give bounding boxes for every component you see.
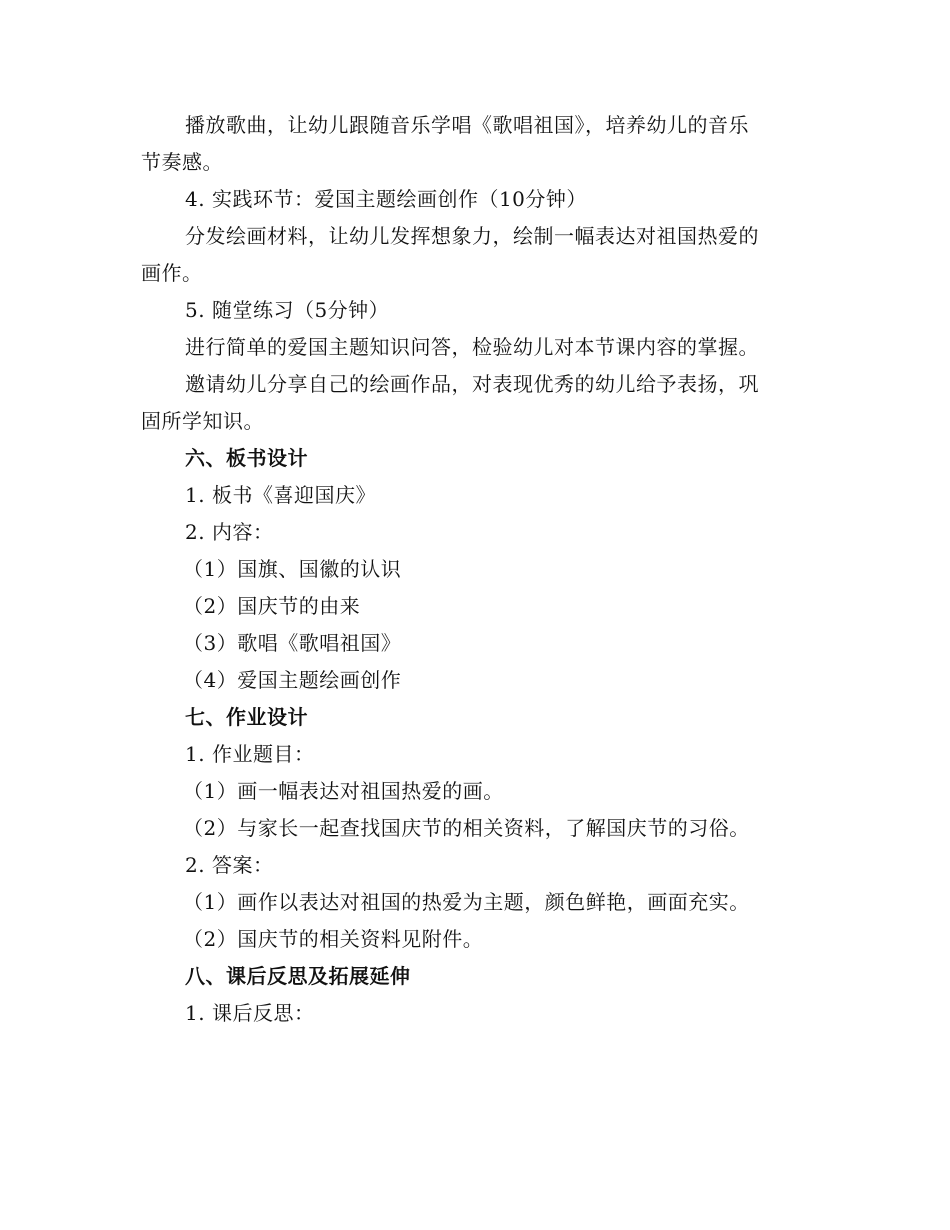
paragraph-line: 画作。	[141, 261, 203, 285]
paragraph-line: 分发绘画材料，让幼儿发挥想象力，绘制一幅表达对祖国热爱的	[185, 224, 759, 248]
numbered-item: 5. 随堂练习（5分钟）	[185, 298, 390, 322]
paragraph-line: 节奏感。	[141, 150, 223, 174]
numbered-item: 1. 课后反思：	[185, 1001, 315, 1025]
numbered-item: 4. 实践环节：爱国主题绘画创作（10分钟）	[185, 187, 587, 211]
numbered-item: 1. 板书《喜迎国庆》	[185, 483, 376, 507]
sub-item: （3）歌唱《歌唱祖国》	[183, 631, 402, 655]
sub-item: （2）国庆节的由来	[183, 594, 361, 618]
sub-item: （1）画作以表达对祖国的热爱为主题，颜色鲜艳，画面充实。	[183, 890, 750, 914]
paragraph-line: 进行简单的爱国主题知识问答，检验幼儿对本节课内容的掌握。	[185, 335, 759, 359]
paragraph-line: 播放歌曲，让幼儿跟随音乐学唱《歌唱祖国》，培养幼儿的音乐	[185, 113, 749, 137]
sub-item: （2）与家长一起查找国庆节的相关资料，了解国庆节的习俗。	[183, 816, 750, 840]
paragraph-line: 固所学知识。	[141, 409, 264, 433]
numbered-item: 2. 答案：	[185, 853, 274, 877]
section-heading: 六、板书设计	[185, 446, 308, 470]
sub-item: （1）国旗、国徽的认识	[183, 557, 402, 581]
document-page	[141, 107, 805, 1032]
numbered-item: 2. 内容：	[185, 520, 274, 544]
sub-item: （1）画一幅表达对祖国热爱的画。	[183, 779, 504, 803]
section-heading: 八、课后反思及拓展延伸	[185, 964, 411, 988]
section-heading: 七、作业设计	[185, 705, 308, 729]
sub-item: （2）国庆节的相关资料见附件。	[183, 927, 484, 951]
sub-item: （4）爱国主题绘画创作	[183, 668, 402, 692]
numbered-item: 1. 作业题目：	[185, 742, 315, 766]
paragraph-line: 邀请幼儿分享自己的绘画作品，对表现优秀的幼儿给予表扬，巩	[185, 372, 759, 396]
